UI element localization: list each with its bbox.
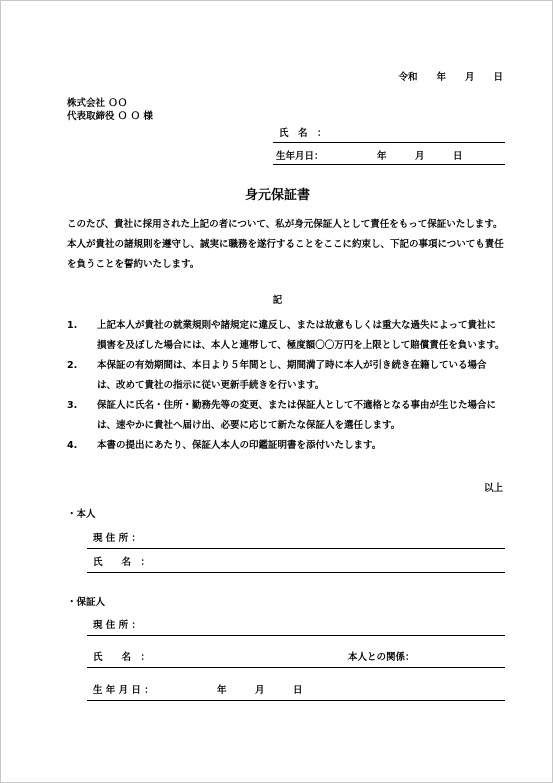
list-item-number: 3. <box>67 400 78 411</box>
guarantor-address-label: 現 住 所 ： <box>93 620 141 631</box>
list-item <box>67 316 505 356</box>
guarantor-heading: ・保証人 <box>67 597 106 608</box>
principal-heading: ・本人 <box>67 509 96 520</box>
terms-list <box>67 316 505 456</box>
guarantor-relation-label: 本人との関係： <box>348 652 415 663</box>
guarantor-address-line <box>87 635 505 636</box>
ki-heading: 記 <box>272 295 283 306</box>
guarantor-birth-line <box>87 700 505 701</box>
intro-paragraph: このたび、貴社に採用された上記の者について、私が身元保証人として責任をもって保証いたします。本人が貴社の諸規則を遵守し、誠実に職務を遂行することをここに約束し、下記の事項についても責任を負うことを誓約いたします。 <box>67 219 504 270</box>
list-item-text: 本書の提出にあたり、保証人本人の印鑑証明書を添付いたします。 <box>97 440 382 451</box>
list-item-text: 上記本人が貴社の就業規則や諸規定に違反し、または故意もしくは重大な過失によって貴社に損害を及ぼした場合には、本人と連帯して、極度額〇〇万円を上限として賠償責任を負います。 <box>97 320 505 351</box>
principal-address-line <box>87 548 505 549</box>
list-item <box>67 436 505 456</box>
principal-address-label: 現 住 所 ： <box>93 533 141 544</box>
list-item-number: 4. <box>67 440 78 451</box>
applicant-birth-label: 生年月日： <box>276 151 324 162</box>
guarantor-birth-value: 年 月 日 <box>217 685 303 696</box>
principal-name-label: 氏 名 ： <box>93 557 151 568</box>
applicant-name-label: 氏 名 ： <box>279 128 327 139</box>
recipient-representative: 代表取締役 Ｏ Ｏ 様 <box>67 111 153 122</box>
list-item <box>67 396 505 436</box>
principal-name-line <box>87 572 505 573</box>
date-line: 令和 年 月 日 <box>398 72 503 83</box>
guarantor-name-line <box>87 667 505 668</box>
list-item-text: 本保証の有効期間は、本日より５年間とし、期間満了時に本人が引き続き在籍している場合は、改めて貴社の指示に従い更新手続きを行います。 <box>97 360 487 391</box>
guarantor-birth-label: 生 年 月 日 ： <box>93 685 154 696</box>
applicant-name-line <box>273 142 505 143</box>
list-item-number: 1. <box>67 320 78 331</box>
list-item <box>67 356 505 396</box>
closing-text: 以上 <box>483 483 503 494</box>
applicant-birth-value: 年 月 日 <box>377 151 463 162</box>
list-item-text: 保証人に氏名・住所・勤務先等の変更、または保証人として不適格となる事由が生じた場合には、速やかに貴社へ届け出、必要に応じて新たな保証人を選任します。 <box>97 400 497 431</box>
applicant-birth-line <box>273 164 505 165</box>
document-title: 身元保証書 <box>244 188 310 203</box>
list-item-number: 2. <box>67 360 78 371</box>
guarantor-name-label: 氏 名 ： <box>93 652 151 663</box>
recipient-company: 株式会社 ＯＯ <box>67 98 128 109</box>
